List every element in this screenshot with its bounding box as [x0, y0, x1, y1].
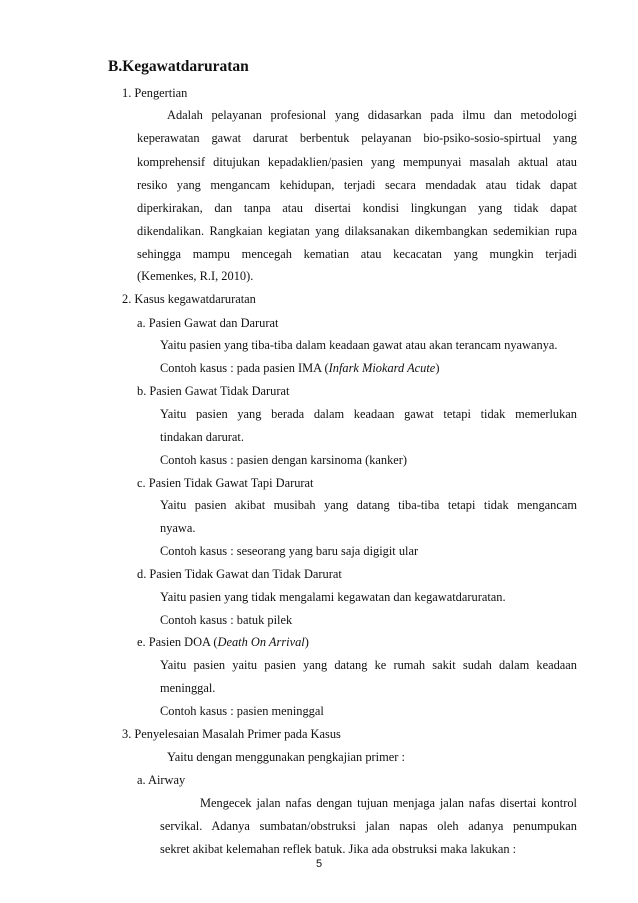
s2-b-title: b. Pasien Gawat Tidak Darurat: [137, 384, 290, 398]
s2-e-line-3: Contoh kasus : pasien meninggal: [160, 704, 324, 718]
s2-e-line-1: Yaitu pasien yaitu pasien yang datang ke rumah sakit sudah dalam keadaan: [160, 658, 577, 672]
s1-line-4: resiko yang mengancam kehidupan, terjadi secara mendadak atau tidak dapat: [137, 178, 577, 192]
s2-b-line-2: tindakan darurat.: [160, 430, 244, 444]
s2-a-line-2: Contoh kasus : pada pasien IMA (Infark Miokard Acute): [160, 361, 440, 375]
section-2-title: 2. Kasus kegawatdaruratan: [122, 292, 256, 306]
s1-line-8: (Kemenkes, R.I, 2010).: [137, 269, 254, 283]
s2-b-line-3: Contoh kasus : pasien dengan karsinoma (kanker): [160, 453, 408, 467]
s2-c-line-1: Yaitu pasien akibat musibah yang datang tiba-tiba tetapi tidak mengancam: [160, 498, 577, 512]
section-heading: B.Kegawatdaruratan: [108, 58, 249, 75]
s3-intro: Yaitu dengan menggunakan pengkajian primer :: [167, 750, 405, 764]
s2-e-title: e. Pasien DOA (Death On Arrival): [137, 635, 309, 649]
s2-d-line-1: Yaitu pasien yang tidak mengalami kegawatan dan kegawatdaruratan.: [160, 590, 506, 604]
s3-a-line-2: servikal. Adanya sumbatan/obstruksi jalan napas oleh adanya penumpukan: [160, 819, 577, 833]
s2-a-line-1: Yaitu pasien yang tiba-tiba dalam keadaan gawat atau akan terancam nyawanya.: [160, 338, 558, 352]
s3-a-line-3: sekret akibat kelemahan reflek batuk. Jika ada obstruksi maka lakukan :: [160, 842, 517, 856]
s2-a-term: Infark Miokard Acute: [328, 361, 436, 375]
s3-a-line-1: Mengecek jalan nafas dengan tujuan menjaga jalan nafas disertai kontrol: [200, 796, 577, 810]
s2-c-line-3: Contoh kasus : seseorang yang baru saja digigit ular: [160, 544, 419, 558]
page-number: 5: [315, 858, 323, 870]
s2-e-term: Death On Arrival: [217, 635, 305, 649]
section-3-title: 3. Penyelesaian Masalah Primer pada Kasus: [122, 727, 341, 741]
s1-line-7: sehingga mampu mencegah kematian atau kecacatan yang mungkin terjadi: [137, 247, 577, 261]
s1-line-2: keperawatan gawat darurat berbentuk pelayanan bio-psiko-sosio-spirtual yang: [137, 131, 577, 145]
s2-b-line-1: Yaitu pasien yang berada dalam keadaan gawat tetapi tidak memerlukan: [160, 407, 577, 421]
s2-c-title: c. Pasien Tidak Gawat Tapi Darurat: [137, 476, 314, 490]
s1-line-1: Adalah pelayanan profesional yang didasarkan pada ilmu dan metodologi: [167, 108, 577, 122]
s2-d-line-2: Contoh kasus : batuk pilek: [160, 613, 293, 627]
s2-a-title: a. Pasien Gawat dan Darurat: [137, 316, 279, 330]
s2-e-line-2: meninggal.: [160, 681, 216, 695]
s2-c-line-2: nyawa.: [160, 521, 196, 535]
section-1-title: 1. Pengertian: [122, 86, 188, 100]
s1-line-6: dikendalikan. Rangkaian kegiatan yang dilaksanakan dikembangkan sedemikian rupa: [137, 224, 577, 238]
s1-line-5: diperkirakan, dan tanpa atau disertai kondisi lingkungan yang tidak dapat: [137, 201, 577, 215]
s2-d-title: d. Pasien Tidak Gawat dan Tidak Darurat: [137, 567, 342, 581]
s1-line-3: komprehensif ditujukan kepadaklien/pasien yang mempunyai masalah aktual atau: [137, 155, 577, 169]
s3-a-title: a. Airway: [137, 773, 186, 787]
